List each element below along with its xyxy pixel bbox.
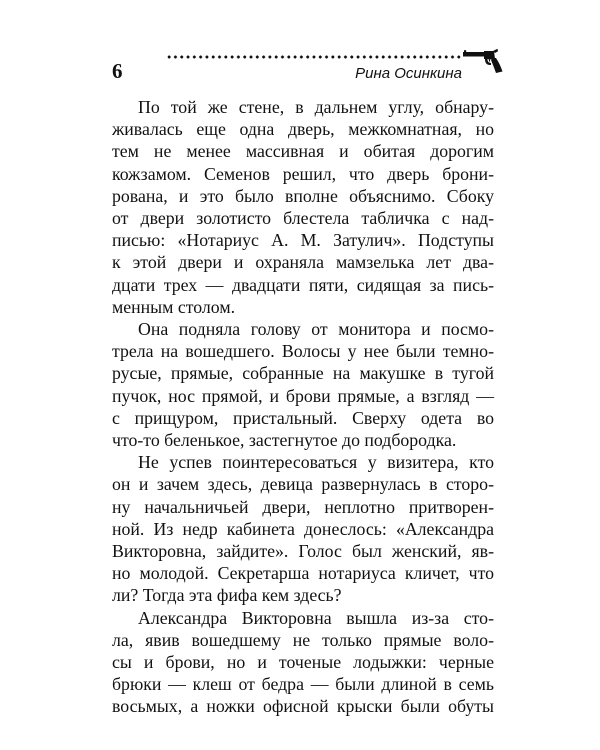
text-line: русые, прямые, собранные на макушке в тугой	[112, 363, 494, 384]
text-line: ной. Из недр кабинета донеслось: «Александра	[112, 518, 494, 539]
text-line: По той же стене, в дальнем углу, обнару-	[138, 97, 494, 117]
author-name: Рина Осинкина	[355, 65, 462, 82]
text-line: ла, явив вошедшему не только прямые воло-	[112, 629, 494, 650]
text-line: к этой двери и охраняла мамзелька лет два-	[112, 252, 494, 273]
text-line: менным столом.	[112, 296, 236, 317]
dotted-leader	[166, 54, 462, 60]
text-line: сы и брови, но и точеные лодыжки: черные	[112, 652, 494, 673]
text-line: дцати трех — двадцати пяти, сидящая за пись-	[112, 274, 494, 295]
text-line: Не успев поинтересоваться у визитера, кто	[138, 452, 494, 473]
text-line: рована, и это было вполне объяснимо. Сбоку	[112, 185, 494, 206]
text-line: пучок, нос прямой, и брови прямые, а взгляд —	[112, 385, 494, 406]
text-line: ну начальничьей двери, неплотно притворен-	[112, 496, 494, 517]
text-line: но молодой. Секретарша нотариуса кличет, что	[112, 563, 494, 584]
text-line: что-то беленькое, застегнутое до подбородка.	[112, 430, 457, 451]
text-line: от двери золотисто блестела табличка с над-	[112, 208, 494, 229]
text-line: трела на вошедшего. Волосы у нее были темно-	[112, 341, 494, 362]
running-header	[112, 52, 504, 92]
page-number: 6	[112, 59, 123, 83]
text-line: восьмых, а ножки офисной крыски были обуты	[112, 696, 494, 717]
text-line: Александра Викторовна вышла из-за сто-	[138, 607, 494, 628]
text-line: тем не менее массивная и обитая дорогим	[112, 141, 494, 162]
text-line: с прищуром, пристальный. Сверху одета во	[112, 407, 494, 428]
paragraph	[112, 318, 494, 451]
text-line: кожзамом. Семенов решил, что дверь брони-	[112, 163, 494, 184]
text-line: Викторовна, зайдите». Голос был женский, яв-	[112, 541, 494, 562]
text-line: брюки — клеш от бедра — были длиной в семь	[112, 674, 494, 695]
text-line: писью: «Нотариус А. М. Затулич». Подступы	[112, 230, 494, 251]
body-text	[112, 96, 494, 718]
text-line: живалась еще одна дверь, межкомнатная, но	[112, 119, 494, 140]
paragraph	[112, 451, 494, 606]
paragraph	[112, 96, 494, 318]
paragraph	[112, 607, 494, 718]
revolver-icon	[462, 48, 504, 74]
text-line: он и зачем здесь, девица развернулась в сторо-	[112, 474, 494, 495]
text-line: Она подняла голову от монитора и посмо-	[138, 319, 494, 340]
text-line: ли? Тогда эта фифа кем здесь?	[112, 585, 342, 606]
